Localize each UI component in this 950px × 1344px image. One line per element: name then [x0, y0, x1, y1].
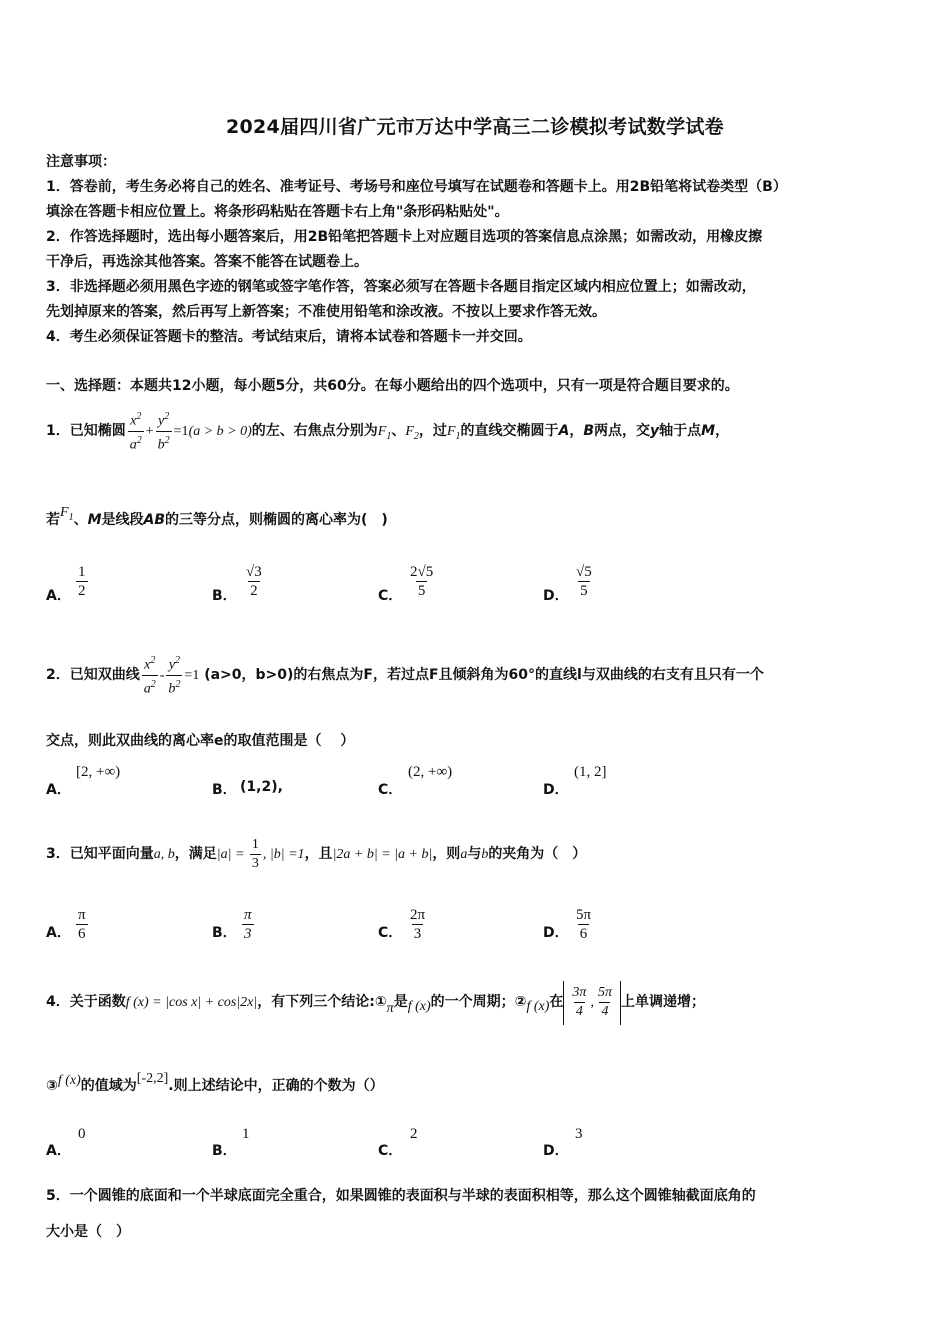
q2-option-c-label: C． [378, 782, 403, 798]
q2-option-b-value: (1,2), [240, 779, 283, 795]
q4-option-c-value: 2 [410, 1126, 418, 1142]
q3-condition-2: , |b| =1 [262, 847, 305, 862]
q1-end: ， [715, 423, 730, 440]
q1-option-a-label: A． [46, 588, 71, 604]
q4-text: ③ [46, 1078, 58, 1094]
q3-text: ，且 [304, 846, 333, 862]
notice-line: 4．考生必须保证答题卡的整洁。考试结束后，请将本试卷和答题卡一并交回。 [46, 329, 532, 345]
q1-f2: $F_2$ [405, 424, 419, 442]
q1-option-d-label: D． [543, 588, 569, 604]
q1-AB: AB [143, 512, 166, 528]
q1-fraction-x: $\frac{x^2}{a^2}$ [129, 411, 142, 453]
q1-f1: $F_1$ [377, 424, 392, 442]
q2-option-a-value: [2, +∞) [76, 764, 121, 780]
q4-option-a-value: 0 [78, 1126, 86, 1142]
q1-text: 若 [46, 512, 60, 528]
q1-text: 的三等分点，则椭圆的离心率为( ) [165, 512, 388, 528]
q3-vectors: a, b [153, 847, 175, 862]
q3-condition-1: |a| = [216, 847, 248, 862]
question-1-line-2 [46, 505, 388, 536]
q4-fx-3: f (x) [57, 1073, 81, 1088]
q4-fx-2: f (x) [526, 999, 550, 1014]
q1-option-c-label: C． [378, 588, 403, 604]
q1-B: B [583, 423, 594, 440]
q1-text: 的直线交椭圆于 [460, 423, 559, 440]
q1-text: 、 [73, 512, 88, 528]
q4-text: ，有下列三个结论:① [257, 994, 387, 1010]
q2-option-c-value: (2, +∞) [408, 764, 453, 780]
notice-heading: 注意事项： [46, 154, 116, 170]
q1-f1b: $F_1$ [446, 424, 461, 442]
q4-option-b-value: 1 [242, 1126, 250, 1142]
q3-b: b [481, 847, 489, 862]
q4-text: 是 [393, 994, 408, 1010]
q4-prefix: 4．关于函数 [46, 994, 126, 1010]
q4-option-b-label: B． [212, 1143, 237, 1159]
q1-option-c-value: $\frac{2√5}{5}$ [410, 564, 434, 599]
q3-text: 与 [467, 846, 482, 862]
q3-option-b-value: $\frac{\pi}{3}$ [244, 907, 252, 942]
notice-line: 3．非选择题必须用黑色字迹的钢笔或签字笔作答，答案必须写在答题卡各题目指定区域内相应位置上；如需改动， [46, 279, 756, 295]
q2-option-a-label: A． [46, 782, 71, 798]
q3-option-c-value: $\frac{2\pi}{3}$ [410, 907, 426, 942]
q4-text: 在 [549, 994, 564, 1010]
q1-fraction-y: $\frac{y^2}{b^2}$ [157, 411, 170, 453]
question-5-line-1: 5．一个圆锥的底面和一个半球底面完全重合，如果圆锥的表面积与半球的表面积相等，那么这个圆锥轴截面底角的 [46, 1188, 756, 1204]
q2-prefix: 2．已知双曲线 [46, 667, 140, 684]
q3-text: ，满足 [174, 846, 217, 862]
q2-option-b-label: B． [212, 782, 237, 798]
q3-option-d-label: D． [543, 925, 569, 941]
q4-range: [-2,2] [136, 1071, 169, 1086]
q4-fx: f (x) [407, 999, 431, 1014]
notice-line: 填涂在答题卡相应位置上。将条形码粘贴在答题卡右上角"条形码粘贴处"。 [46, 204, 509, 220]
q1-comma: ， [569, 423, 584, 440]
question-2-line-2: 交点，则此双曲线的离心率e的取值范围是（ ） [46, 733, 355, 749]
q1-text: 轴于点 [659, 423, 702, 440]
q1-text: ，过 [418, 423, 447, 440]
q1-equals: =1 [173, 424, 189, 440]
q3-text: ，则 [432, 846, 461, 862]
q1-f1-line2: $F_1$ [60, 505, 74, 523]
q2-text: (a>0，b>0)的右焦点为F，若过点F且倾斜角为60°的直线l与双曲线的右支有且只有一个 [204, 667, 764, 684]
q2-equals: =1 [184, 668, 200, 684]
q2-option-d-value: (1, 2] [574, 764, 607, 780]
question-4-line-2 [46, 1071, 384, 1097]
q1-M: M [701, 423, 716, 440]
q3-option-c-label: C． [378, 925, 403, 941]
q2-fraction-y: $\frac{y^2}{b^2}$ [168, 655, 181, 697]
q4-option-d-value: 3 [575, 1126, 583, 1142]
question-2-line-1 [46, 652, 764, 698]
q3-option-d-value: $\frac{5\pi}{6}$ [576, 907, 592, 942]
question-3-line [46, 832, 586, 877]
q1-text: 的左、右焦点分别为 [251, 423, 378, 440]
q3-a: a [460, 847, 468, 862]
q1-M2: M [87, 512, 102, 528]
notice-line: 先划掉原来的答案，然后再写上新答案；不准使用铅笔和涂改液。不按以上要求作答无效。 [46, 304, 606, 320]
q1-text: 是线段 [101, 512, 144, 528]
q4-text: 上单调递增； [620, 994, 705, 1010]
q4-option-d-label: D． [543, 1143, 569, 1159]
q4-interval: $\frac{3\pi}{4}$ , $\frac{5\pi}{4}$ [563, 981, 621, 1025]
q1-sep: 、 [391, 423, 406, 440]
question-1-line-1: 1．已知椭圆 $\frac{x^2}{a^2}$ + $\frac{y^2}{b^2}$ =1(a > b > 0)的左、右焦点分别为$F_1$、$F_2$，过$F_1$的直线交椭圆于A，B两点，交y轴于点M， [46, 408, 729, 457]
q3-fraction: $\frac{1}{3}$ [251, 836, 259, 871]
q1-text: 两点，交 [593, 423, 650, 440]
q3-text: 的夹角为（ ） [488, 846, 587, 862]
q4-option-a-label: A． [46, 1143, 71, 1159]
q1-y: y [649, 423, 660, 440]
notice-line: 2．作答选择题时，选出每小题答案后，用2B铅笔把答题卡上对应题目选项的答案信息点涂黑；如需改动，用橡皮擦 [46, 229, 763, 245]
section-heading: 一、选择题：本题共12小题，每小题5分，共60分。在每小题给出的四个选项中，只有一项是符合题目要求的。 [46, 378, 739, 394]
q1-option-d-value: $\frac{√5}{5}$ [576, 564, 592, 599]
q1-option-b-value: $\frac{√3}{2}$ [246, 564, 262, 599]
q3-option-a-label: A． [46, 925, 71, 941]
q2-minus: - [159, 668, 165, 684]
q3-option-a-value: $\frac{\pi}{6}$ [78, 907, 86, 942]
question-4-line-1 [46, 980, 705, 1025]
q3-condition-3: |2a + b| = |a + b| [332, 847, 433, 862]
question-5-line-2: 大小是（ ） [46, 1224, 130, 1240]
q1-A: A [558, 423, 570, 440]
q4-text: 的一个周期；② [430, 994, 527, 1010]
q4-function: f (x) = |cos x| + cos|2x| [125, 995, 258, 1010]
q3-option-b-label: B． [212, 925, 237, 941]
q4-option-c-label: C． [378, 1143, 403, 1159]
q1-option-b-label: B． [212, 588, 237, 604]
q1-option-a-value: $\frac{1}{2}$ [78, 564, 86, 599]
q4-text: .则上述结论中，正确的个数为（） [168, 1078, 384, 1094]
q4-pi: π [386, 1001, 394, 1016]
q2-fraction-x: $\frac{x^2}{a^2}$ [143, 655, 156, 697]
q1-condition: (a > b > 0) [188, 424, 252, 440]
q3-prefix: 3．已知平面向量 [46, 846, 154, 862]
page-title: 2024届四川省广元市万达中学高三二诊模拟考试数学试卷 [226, 116, 724, 138]
q4-text: 的值域为 [80, 1078, 137, 1094]
notice-line: 1．答卷前，考生务必将自己的姓名、准考证号、考场号和座位号填写在试题卷和答题卡上。用2B铅笔将试卷类型（B） [46, 179, 787, 195]
q1-prefix: 1．已知椭圆 [46, 423, 126, 440]
notice-line: 干净后，再选涂其他答案。答案不能答在试题卷上。 [46, 254, 368, 270]
q2-option-d-label: D． [543, 782, 569, 798]
